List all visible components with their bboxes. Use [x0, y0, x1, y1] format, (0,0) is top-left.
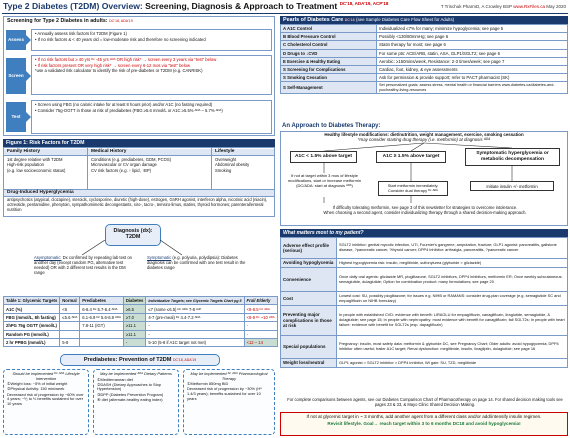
pearl-row: B Blood Pressure Control Possibly <130/80mmHg; see page 6 — [281, 33, 568, 41]
symptomatic-box: Symptomatic hyperglycemia or metabolic decompensation — [465, 148, 560, 166]
glycemic-targets-table — [3, 296, 278, 347]
drug-induced-heading: Drug-Induced Hyperglycemia — [3, 190, 275, 197]
pearl-row: A A1C Control Individualized ≤7% for many; minimize hypoglycemia; see page 5 — [281, 25, 568, 33]
screening-panel — [3, 16, 275, 136]
insulin-box: Initiate insulin +/- metformin — [470, 181, 554, 191]
pearl-row: E Exercise & Healthy Eating Aerobic: ≥150mins/week, Resistance: 2-3 times/week; see page 7 — [281, 57, 568, 65]
matters-row: Adverse effect profile (serious) SGLT2 inhibitor: genital mycotic infection, UTI, Fournier's gangrene, amputation, fracture; GLP1 agonist: pancreatitis, gallstone disease, ?pancreatic cancer, ?thyroid cancer; DPP4 inhibitor: arthralgia, pancreatitis, ?pancreatic cancer — [281, 238, 568, 259]
family-history-col: Family History 1st degree relative with T2DM High-risk population (e.g. low socioeconomic status) — [4, 148, 88, 191]
table-row: 2hPG 75g OGTT (mmol/L) 7.8-11 (IGT) ≥11.1 - - — [4, 322, 278, 330]
figure1-title: Figure 1: Risk Factors for T2DM — [3, 139, 275, 147]
matters-title: What matters most to my patient? — [280, 229, 568, 237]
start-metformin-box: Start metformin immediately. Consider dual therapy ᴰᶜ ᴬᴰᴬ — [378, 181, 448, 196]
pearls-table — [280, 24, 568, 94]
matters-row: Cost Lowest cost: SU, possibly pioglitazone; for issues e.g. NIHB or RAMANS: consider drug-plan coverage (e.g. semaglutide SC and empagliflozin on NIHB formulary) — [281, 292, 568, 306]
lifestyle-first-note: If not at target within 3 mos of lifestyle modifications, start or increase metformin (DC/ADA: start at diagnosis ᴬᴰᴬ) — [287, 173, 362, 188]
table-row: 2 hr PPBG (mmol/L) 5-8 - 5-10 (5-8 if A1C target not met) <12 – 14 — [4, 338, 278, 346]
author-line: T Trischuk PharmD, A Crowley BSP www.RxFiles.ca May 2020 — [440, 4, 566, 9]
header-divider — [2, 13, 568, 14]
matters-row: Avoiding hypoglycemia Highest hypoglycemia risk: insulin, meglitinide, sulfonylurea (glyburide > gliclazide) — [281, 259, 568, 268]
stage-assess: Assess — [6, 30, 26, 50]
stage-test: Test — [6, 102, 26, 132]
table-row: FBG (mmol/L, 8h fasting) ≤5.6 ᴬᴰᴬ 6.1-6.9 ᴰᶜ 5.6-6.9 ᴬᴰᴬ ≥7.0 4-7 (pre-meal) ᴰᶜ 4.4-7.2 ᴬᴰᴬ <8-9 ᴰᶜ ~10 ᴬᴰᴬ — [4, 313, 278, 321]
lifestyle-col: Lifestyle Overweight Abdominal obesity Smoking — [212, 148, 274, 191]
screen-box: • If no risk factors but ≥ 40 yrs ᴰᶜ -45 yrs ᴬᴰᴬ OR high risk* → screen every 3 years via "test" below • If risk factors present OR very high risk* → screen every 6-12 mos via "test" below *use a validated risk calculator to identify the risk of pre-diabetes or T2DM (e.g. CANRISK) — [31, 55, 272, 95]
matters-row: Weight loss/neutral GLP1 agonist > SGLT2 inhibitor > DPP4 inhibitor, Wt gain: SU, TZD, meglitinide — [281, 359, 568, 368]
matters-row: Convenience Once daily oral agents: gliclazide MR, pioglitazone, SGLT2 inhibitors, DPP4 inhibitors, metformin ER; Once weekly subcutaneous: semaglutide, dulaglutide; Option for combination product: many formulations; see page 20 — [281, 268, 568, 292]
test-box: • Screen using FBG (no caloric intake for at least 8 hours prior) and/or A1C (no fasting required) • Consider 75g-OGTT in those at risk of prediabetes (FBG ≥5.6 mmol/L or A1C ≥5.5% ᴬᴰᴬ – 5.7% ᴬᴰᴬ) — [31, 100, 272, 134]
table-header-row: Table 1: Glycemic Targets Normal Prediabetes Diabetes Individualize Targets; see Glycemic Targets Chart pg 5 Frail Elderly — [4, 297, 278, 305]
page-title: Type 2 Diabetes (T2DM) Overview: Screening, Diagnosis & Approach to Treatment $^{DC'18, ADA'19, ACP'18}$ — [3, 1, 389, 11]
assess-box: • Annually assess risk factors for T2DM (Figure 1) • If no risk factors & < 40 years old = low-moderate risk and therefore no screening indicated — [31, 29, 272, 51]
a1c-low-box: A1C < 1.5% above target — [290, 151, 357, 163]
table-row: A1C (%) <6 6-6.4 ᴰᶜ 5.7-6.4 ᴬᴰᴬ ≥6.5 ≤7 (some ≤6.5) ᴰᶜ ᴬᴰᴬ 7-8 ᴬᶜᴾ <8-8.5 ᴰᶜ ᴬᴰᴬ — [4, 305, 278, 313]
symptomatic-note: Symptomatic (e.g. polyuria, polydipsia): Diabetes diagnosis can be confirmed with one test result in the diabetes range — [147, 255, 246, 271]
lifestyle-banner: Healthy lifestyle modifications: diet/nutrition, weight management, exercise, smoking cessation *may consider starting drug therapy (i.e. metformin) at diagnosis ᴬᴰᴬ — [324, 132, 524, 143]
table-row: Random PG (mmol/L) ≥11.1 - - — [4, 330, 278, 338]
pearl-row: S Screening for Complications Cardiac, foot, kidney, & eye assessments — [281, 65, 568, 73]
diagnosis-box: Diagnosis (dx): T2DM — [105, 224, 161, 246]
a1c-high-box: A1C ≥ 1.5% above target — [376, 151, 446, 163]
glycemic-goal-box: If not at glycemic target in ~ 3 months, add another agent from a different class and/or add/intensify insulin regimen. Revisit lifestyle. Goal→ reach target within 3 to 6 months DC18 and avoid hypoglycemia! — [280, 412, 568, 436]
pearl-row: D Drugs to ↓CVD For some pts: ACE/ARB, statin, ASA, GLP1/SGLT2; see page 6 — [281, 49, 568, 57]
screening-title: Screening for Type 2 Diabetes in adults: DC'18, ADA'19 — [7, 18, 133, 24]
pharmacological-therapy-col: May be implemented ᴰᶜ ᴬᴰᴬ Pharmacological Therapy ①Metformin 850mg BID Decreased risk of progression by ~30% (Hᵃ 1.4/3 years); benefits sustained for over 10 years — [183, 369, 275, 435]
approach-note: If difficulty tolerating metformin, see page 3 of this newsletter for strategies to overcome intolerance. When choosing a second agent, consider individualizing therapy through a shared decision-making approach. — [323, 205, 527, 216]
pearl-row: S Smoking Cessation Ask for permission & provide support; refer to PACT pharmacist (SK) — [281, 74, 568, 82]
matters-row: Preventing major complications in those at risk In people with established CVD: evidence with benefit: LIRAGLU for empagliflozin, canagliflozin, liraglutide, semaglutide, & dulaglutide; see page 15; In people with nephropathy: most evidence with benefit for canagliflozin; fall SGLT2s; In people with heart failure: evidence with benefit for SGLT2s (esp. dapagliflozin) — [281, 306, 568, 336]
asymptomatic-note: Asymptomatic: Dx confirmed by repeating lab test on another day (except random PG, alternative test needed) OR with 2 different test results in the DM range — [34, 255, 133, 276]
footer-note: For complete comparisons between agents, see our Diabetes Comparison Chart of Pharmacotherapy on page 14. For shared decision making tools see pages 23 & 33, & Mayo Clinic Shared Decision Making. — [287, 397, 563, 407]
stage-screen: Screen — [6, 58, 26, 94]
site-link: www.RxFiles.ca — [513, 4, 545, 9]
pearl-row: S Self-Management Set personalized goals; assess stress, mental health or financial barriers www.diabetes.ca/diabetes-and-you/healthy-living-resources — [281, 82, 568, 94]
lifestyle-intervention-col: Should be implemented ᴰᶜ ᴬᴰᴬ Lifestyle Intervention ①Weight loss: ~5% of initial weight ②Physical Activity: 150 min/week Decreased risk of progression by ~60% over 4 years; ~¹⁄₂ to ⅓ benefits sustained for over 10 years — [3, 369, 89, 435]
matters-row: Special populations Pregnancy: insulin, most safety data: metformin & glyburide DC, see Pregnancy Chart; Older adults: avoid hypoglycemia; DPP4 inhibitor often useful; frailer A1C target; Renal dysfunction: meglitinide, insulin, linagliptin, dulaglutide; see page 16 — [281, 336, 568, 359]
medical-history-col: Medical History Conditions (e.g. prediabetes, GDM, PCOS) Microvascular or CV organ damage CV risk factors (e.g. ↑ lipid, ↑BP) — [88, 148, 212, 191]
drug-induced-list: antipsychotics (atypical, clozapine), steroids, cyclosporine, diuretic (high-dose), estrogen, GnRH agonist, interferon alpha, nicotinic acid (niacin), octreotide, pentamidine, phenytoin, sympathomimetic decongestants, siro-, tacro-, temsiro-limus, statins, thyroid hormones; parenteral/enteral nutrition — [3, 197, 275, 217]
approach-title: An Approach to Diabetes Therapy: — [282, 123, 381, 129]
dietary-patterns-col: May be implemented ᴬᴰᴬ Dietary Patterns ①Mediterranean diet ②DASH (Dietary Approaches to Stop Hypertension) ③DPP (Diabetes Prevention Program) ④ diet (alternate-healthy eating index) — [93, 369, 179, 435]
prediabetes-box: Prediabetes: Prevention of T2DM DC'18, ADA'19 — [60, 354, 220, 366]
pearls-title: Pearls of Diabetes Care DC'18 (see Sample Diabetes Care Flow Sheet for Adults) — [280, 16, 568, 24]
figure1-table — [3, 147, 275, 190]
matters-table — [280, 237, 568, 368]
pearl-row: C Cholesterol Control Statin therapy for most; see page 6 — [281, 41, 568, 49]
